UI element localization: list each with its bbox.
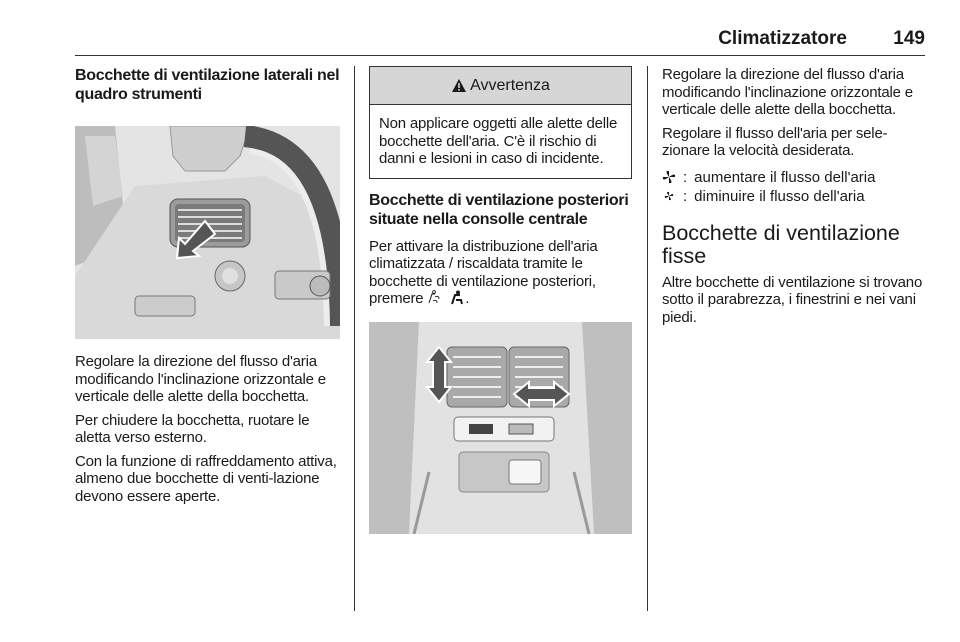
rear-vent-drawing bbox=[369, 322, 632, 534]
column-middle bbox=[369, 66, 632, 534]
paragraph: Regolare la direzione del flusso d'aria modificando l'inclinazione orizzontale e verticale delle alette della bocchetta. bbox=[75, 353, 326, 405]
section-title: Climatizzatore bbox=[718, 28, 847, 49]
list-item: : diminuire il flusso dell'aria bbox=[662, 187, 927, 206]
warning-text: Non applicare oggetti alle alette delle bocchette dell'aria. C'è il rischio di danni e lesioni in caso di incidente. bbox=[379, 115, 618, 167]
paragraph: Regolare il flusso dell'aria per sele-zionare la velocità desiderata. bbox=[662, 124, 888, 159]
rear-vent-illustration bbox=[369, 322, 632, 534]
paragraph: Con la funzione di raffreddamento attiva, almeno due bocchette di venti-lazione devono essere aperte. bbox=[75, 452, 337, 505]
warning-box bbox=[369, 66, 632, 179]
warning-triangle-icon bbox=[451, 78, 467, 93]
header-rule bbox=[75, 55, 925, 56]
section-heading: Bocchette di ventilazione laterali nel quadro strumenti bbox=[75, 67, 340, 103]
column-right bbox=[662, 66, 927, 326]
list-item: : aumentare il flusso dell'aria bbox=[662, 168, 927, 187]
page-header bbox=[75, 26, 925, 52]
paragraph bbox=[369, 238, 632, 308]
column-divider bbox=[647, 66, 648, 611]
page-number: 149 bbox=[893, 28, 925, 49]
warning-header bbox=[370, 67, 631, 105]
section-heading: Bocchette di ventilazione fisse bbox=[662, 220, 900, 268]
icon-list bbox=[662, 168, 927, 206]
fan-small-icon bbox=[662, 189, 676, 203]
list-item-label: aumentare il flusso dell'aria bbox=[694, 168, 876, 186]
dashboard-vent-drawing bbox=[75, 126, 340, 339]
rear-seat-icon bbox=[448, 290, 465, 305]
paragraph-text: Per attivare la distribuzione dell'aria climatizzata / riscaldata tramite le bocchette di ventilazione posteriori, premere bbox=[369, 237, 598, 307]
paragraph: Altre bocchette di ventilazione si trovano sotto il parabrezza, i finestrini e nei vani piedi. bbox=[662, 273, 923, 326]
section-heading: Bocchette di ventilazione posteriori situate nella consolle centrale bbox=[369, 191, 629, 228]
rear-seat-airflow-icon bbox=[427, 290, 444, 305]
dashboard-vent-illustration bbox=[75, 126, 340, 339]
list-item-label: diminuire il flusso dell'aria bbox=[694, 187, 865, 205]
column-divider bbox=[354, 66, 355, 611]
paragraph: Per chiudere la bocchetta, ruotare le aletta verso esterno. bbox=[75, 411, 310, 446]
column-left bbox=[75, 66, 340, 505]
warning-title: Avvertenza bbox=[470, 76, 550, 94]
fan-large-icon bbox=[662, 170, 676, 184]
paragraph: Regolare la direzione del flusso d'aria modificando l'inclinazione orizzontale e verticale delle alette della bocchetta. bbox=[662, 66, 913, 118]
paragraph-end: . bbox=[465, 290, 470, 307]
